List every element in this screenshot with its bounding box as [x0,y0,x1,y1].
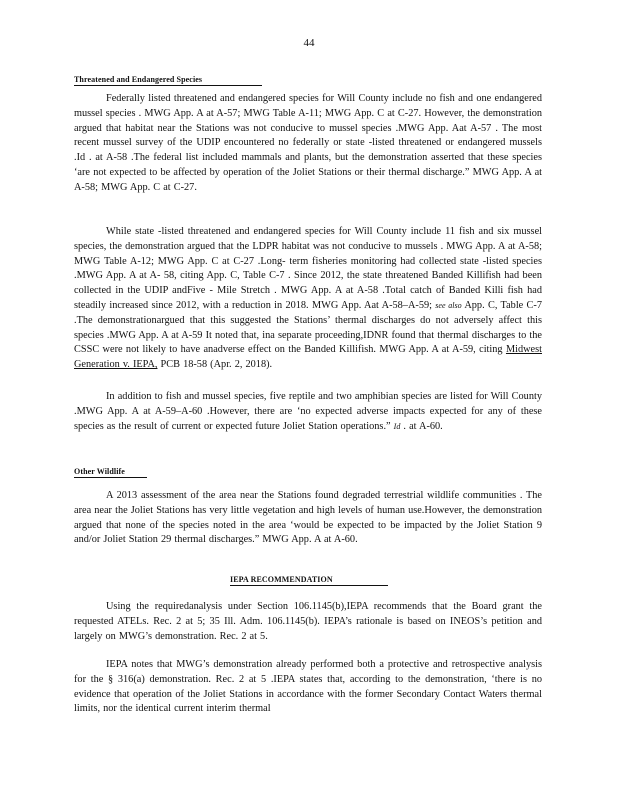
section-heading-wildlife: Other Wildlife [74,467,147,478]
paragraph-state-species-middle: App. C, Table C-7 .The demonstrationargued that this suggested the Stations’ thermal discharges do not adversely affect this species .MWG App. A at A-59 It noted that, ina separate proceeding,IDNR found that thermal discharges to the CSSC were not likely to have anadverse effect on the Banded Killifish. MWG App. A at A-59, citing [74,299,542,356]
paragraph-state-species [74,225,542,373]
paragraph-reptiles-end: . at A-60. [403,420,443,432]
see-also-signal: see also [435,300,462,310]
iepa-heading-text: IEPA RECOMMENDATION [230,575,388,586]
paragraph-reptiles [74,390,542,434]
case-citation: Midwest Generation v. IEPA, [74,344,542,371]
paragraph-iepa-recommendation: Using the requiredanalysis under Section 106.1145(b),IEPA recommends that the Board grant the requested ATELs. Rec. 2 at 5; 35 Ill. Adm. 106.1145(b). IEPA’s rationale is based on INEOS’s petition and largely on MWG’s demonstration. Rec. 2 at 5. [74,601,542,642]
id-signal: Id [393,421,401,431]
section-heading-threatened: Threatened and Endangered Species [74,75,262,86]
paragraph-federal-species: Federally listed threatened and endangered species for Will County include no fish and one endangered mussel species . MWG App. A at A-57; MWG Table A-11; MWG App. C at C-27. However, the demonstration argued that habitat near the Stations was not conducive to mussel species .MWG App. Aat A-57 . The most recent mussel survey of the UDIP encountered no federally or state -listed threatened or endangered mussels .Id . at A-58 .The federal list included mammals and plants, but the demonstration asserted that these species ‘are not expected to be affected by operation of the Joliet Stations or their thermal discharge.” MWG App. A at A-58; MWG App. C at C-27. [74,93,542,193]
paragraph-iepa-notes: IEPA notes that MWG’s demonstration already performed both a protective and retrospective analysis for the § 316(a) demonstration. Rec. 2 at 5 .IEPA states that, according to the demonstration, ‘there is no evidence that operation of the Joliet Stations in accordance with the former Secondary Contact Waters thermal limits, nor the identical current interim thermal [74,659,542,715]
paragraph-state-species-end: PCB 18-58 (Apr. 2, 2018). [160,359,273,371]
paragraph-reptiles-text: In addition to fish and mussel species, five reptile and two amphibian species are listed for Will County .MWG App. A at A-59–A-60 .However, there are ‘no expected adverse impacts expected for any of these species as the result of current or expected future Joliet Station operations.” [74,391,542,432]
paragraph-state-species-text: While state -listed threatened and endangered species for Will County include 11 fish and six mussel species, the demonstration argued that the LDPR habitat was not conducive to mussels . MWG App. A at A-58; MWG Table A-12; MWG App. C at C-27 .Long- term fisheries monitoring had collected state -listed species .MWG App. A at A- 58, citing App. C, Table C-7 . Since 2012, the state threatened Banded Killifish had been collected in the UDIP andFive - Mile Stretch . MWG App. A at A-58 .Total catch of Banded Killi fish had steadily increased since 2012, with a reduction in 2018. MWG App. Aat A-58–A-59; [74,226,542,311]
page-number: 44 [303,37,315,49]
section-heading-iepa [0,575,618,587]
paragraph-wildlife: A 2013 assessment of the area near the Stations found degraded terrestrial wildlife communities . The area near the Joliet Stations has very little vegetation and high levels of human use.However, the demonstration argued that none of the species noted in the area ‘would be expected to be impacted by the Joliet Station 9 and/or Joliet Station 29 thermal discharges.” MWG App. A at A-60. [74,490,542,546]
